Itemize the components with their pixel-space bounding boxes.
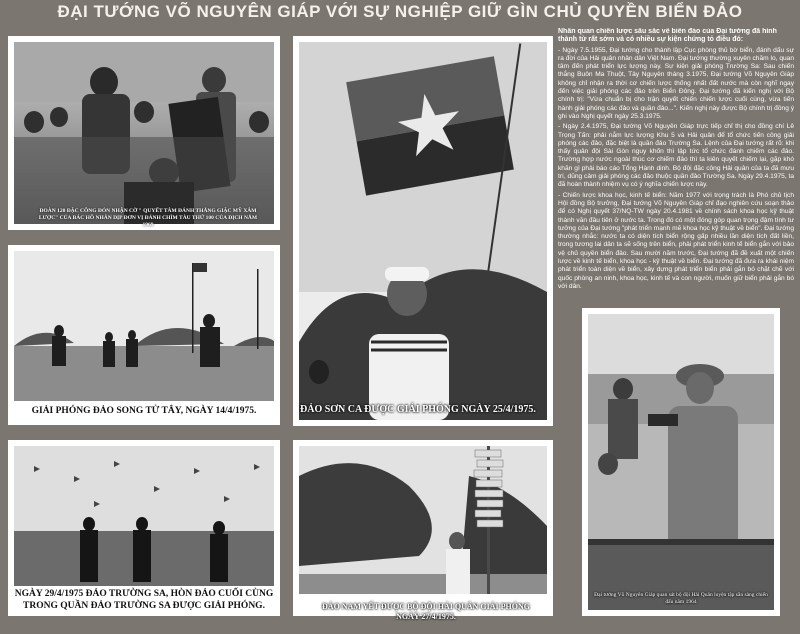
photo-son-ca: [293, 36, 553, 426]
article-paragraph: - Chiến lược khoa học, kinh tế biển: Năm 1977 với trọng trách là Phó chủ tịch Hội đồng Bộ trưởng, Đại tướng Võ Nguyên Giáp chỉ đạo nghiên cứu soạn thảo để có Nghị quyết 37/NQ-TW ngày 20.4.1981 về chính sách khoa học kỹ thuật thành văn đầu tiên ở nước ta. Trong đó có một đóng góp quan trọng đậm tính tư tưởng của Đại tướng "phát triển mạnh mẽ khoa học kỹ thuật về biển". Đại tướng thường nhắc: nước ta có diện tích biển rộng gấp nhiều lần diện tích đất liền, trong tương lai dân ta sẽ sống trên biển, phải phát triển kinh tế biển gắn với bảo vệ chủ quyền biển đảo. Sau mười năm trước, Đại tướng đã đề xuất một chiến lược về kinh tế biển, khoa học - kỹ thuật về biển. Đại tướng đã đưa ra khái niệm phát triển toàn diện về biển, xây dựng phát triển biển phải gắn bó chặt chẽ với quốc phòng an ninh, khoa học, kinh tế và con người, muốn giữ biển phải gắn bó với dân.: [558, 191, 794, 290]
photo-giap-navy: [582, 308, 780, 616]
photo-son-ca-caption: ĐẢO SƠN CA ĐƯỢC GIẢI PHÓNG NGÀY 25/4/1975.: [300, 404, 536, 415]
photo-song-tu-tay-caption: GIẢI PHÓNG ĐẢO SONG TỬ TÂY, NGÀY 14/4/1975.: [31, 406, 257, 416]
photo-commando-flag: [8, 36, 280, 230]
photo-truong-sa-caption: NGÀY 29/4/1975 ĐẢO TRƯỜNG SA, HÒN ĐẢO CUỐI CÙNG TRONG QUẦN ĐẢO TRƯỜNG SA ĐƯỢC GIẢI PHÓNG.: [14, 589, 274, 611]
photo-song-tu-tay: [8, 245, 280, 425]
photo-nam-yet: [293, 440, 553, 621]
photo-truong-sa: [8, 440, 280, 616]
photo-son-ca-image: [299, 42, 547, 420]
article-paragraph: - Ngày 7.5.1955, Đại tướng cho thành lập Cục phòng thủ bờ biển, đánh dấu sự ra đời của Hải quân nhân dân Việt Nam. Đại tướng thường xuyên chăm lo, quan tâm đến phát triển lực lượng này. Sự kiện giải phóng Trường Sa: Sau chiến thắng Buôn Ma Thuột, Tây Nguyên tháng 3.1975, Đại tướng Võ Nguyên Giáp không chỉ nhận ra thời cơ chiến lược thống nhất đất nước mà còn nghĩ ngay đến việc giải phóng các đảo trên Biển Đông. Đại tướng đã kiến nghị với Bộ chính trị: "Vừa chuẩn bị cho trận quyết chiến chiến lược cuối cùng, vừa tiến hành giải phóng các đảo và quần đảo...". Kiến nghị này được Bộ chính trị đồng ý ghi vào Nghị quyết ngày 25.3.1975.: [558, 46, 794, 120]
photo-commando-flag-image: [14, 42, 274, 224]
article-text: [558, 28, 794, 306]
article-paragraph: - Ngày 2.4.1975, Đại tướng Võ Nguyên Giáp trực tiếp chỉ thị cho đồng chí Lê Trọng Tấn: phải nắm lực lượng Khu 5 và Hải quân để tổ chức tiến công giải phóng các đảo, đặc biệt là quần đảo Trường Sa. Lệnh của Đại tướng rất rõ: khi thấy quân đội Sài Gòn nguy khốn thì lập tức tổ chức đánh chiếm các đảo. Trường hợp nước ngoài thúc cơ chiếm đảo thì ta kiên quyết chiếm lại, gặp khó khăn gì phải báo cáo Tổng Hành dinh. Bộ đội đặc công Hải quân của ta đã mưu trí, dũng cảm giải phóng các đảo thuộc quần đảo Trường Sa. Ngày 29.4.1975, ta đã hoàn thành nhiệm vụ có ý nghĩa chiến lược này.: [558, 123, 794, 189]
photo-nam-yet-image: [299, 446, 547, 594]
photo-giap-navy-image: [588, 314, 774, 610]
photo-giap-navy-caption: Đại tướng Võ Nguyên Giáp quan sát bộ đội Hải Quân luyện tập sẵn sàng chiến đấu năm 1964: [594, 592, 768, 605]
poster-title: ĐẠI TƯỚNG VÕ NGUYÊN GIÁP VỚI SỰ NGHIỆP GIỮ GÌN CHỦ QUYỀN BIỂN ĐẢO: [57, 2, 743, 21]
photo-commando-flag-caption: ĐOÀN 120 ĐẶC CÔNG ĐÓN NHẬN CỜ " QUYẾT TÂM ĐÁNH THẮNG GIẶC MỸ XÂM LƯỢC" CỦA BÁC HỒ NHÂN DỊP ĐƠN VỊ ĐÁNH CHÌM TÀU THỨ 100 CỦA ĐỊCH NĂM 1969: [38, 208, 258, 228]
photo-song-tu-tay-image: [14, 251, 274, 401]
photo-nam-yet-caption: ĐẢO NAM YẾT ĐƯỢC BỘ ĐỘI HẢI QUÂN GIẢI PHÓNG NGÀY 27/4/1975.: [322, 602, 530, 621]
photo-truong-sa-image: [14, 446, 274, 586]
article-intro: Nhân quan chiến lược sâu sắc về biển đảo của Đại tướng đã hình thành từ rất sớm và có nhiều sự kiện chứng tỏ điều đó:: [558, 28, 777, 44]
